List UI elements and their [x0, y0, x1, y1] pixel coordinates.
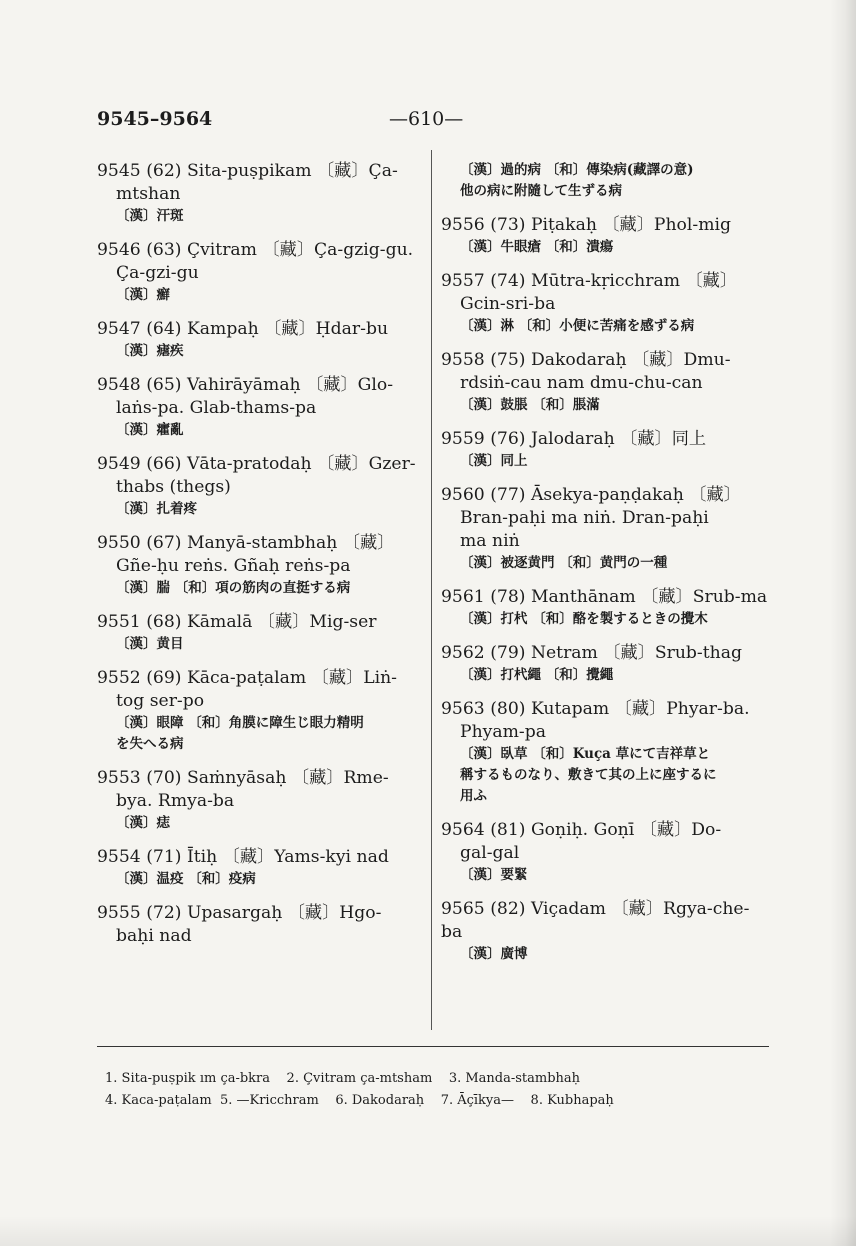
entry-headword: 9549 (66) Vāta-pratodaḥ 〔藏〕Gzer-	[97, 454, 416, 474]
entry-gloss: 〔漢〕打杙 〔和〕酪を製するときの攪木	[460, 611, 708, 627]
dictionary-entry	[97, 318, 422, 362]
entry-gloss: 用ふ	[460, 788, 487, 804]
dictionary-entry	[441, 160, 769, 202]
entry-headword: 9562 (79) Netram 〔藏〕Srub-thag	[441, 643, 742, 663]
dictionary-entry	[441, 484, 769, 574]
entry-gloss: 〔漢〕温疫 〔和〕疫病	[116, 871, 256, 887]
dictionary-entry	[441, 270, 769, 337]
entry-headword: 9545 (62) Sita-puṣpikam 〔藏〕Ça-	[97, 161, 398, 181]
entry-continuation: rdsiṅ-cau nam dmu-chu-can	[460, 373, 703, 393]
dictionary-entry	[97, 902, 422, 948]
column-divider	[431, 150, 432, 1030]
entry-headword: 9564 (81) Goṇiḥ. Goṇī 〔藏〕Do-	[441, 820, 722, 840]
entry-range: 9545–9564	[97, 108, 213, 130]
dictionary-entry	[441, 214, 769, 258]
entry-gloss: 〔漢〕瘧疾	[116, 343, 184, 359]
entry-gloss: 〔漢〕腨 〔和〕項の筋肉の直挺する病	[116, 580, 351, 596]
entry-gloss: 〔漢〕要緊	[460, 867, 528, 883]
entry-continuation: ma niṅ	[460, 531, 520, 551]
entry-continuation: Gcin-sri-ba	[460, 294, 556, 314]
entry-continuation: baḥi nad	[116, 926, 192, 946]
entry-gloss: 〔漢〕眼障 〔和〕角膜に障生じ眼力精明	[116, 715, 364, 731]
entry-headword: 9555 (72) Upasargaḥ 〔藏〕Hgo-	[97, 903, 382, 923]
entry-headword: 9553 (70) Saṁnyāsaḥ 〔藏〕Rme-	[97, 768, 389, 788]
entry-gloss: 稱するものなり、敷きて其の上に座するに	[460, 767, 717, 783]
dictionary-entry	[97, 667, 422, 755]
entry-continuation: Bran-paḥi ma niṅ. Dran-paḥi	[460, 508, 709, 528]
entry-headword: 9561 (78) Manthānam 〔藏〕Srub-ma	[441, 587, 768, 607]
entry-gloss: 〔漢〕同上	[460, 453, 528, 469]
page-edge-shadow	[830, 0, 856, 1246]
entry-gloss: 〔漢〕黄目	[116, 636, 184, 652]
entry-gloss: 〔漢〕鼓脹 〔和〕脹滿	[460, 397, 600, 413]
entry-headword: 9565 (82) Viçadam 〔藏〕Rgya-che-ba	[441, 899, 750, 942]
dictionary-entry	[441, 428, 769, 472]
page-number: —610—	[389, 108, 464, 130]
entry-continuation: Phyam-pa	[460, 722, 546, 742]
dictionary-entry	[97, 160, 422, 227]
entry-continuation: Gñe-ḥu reṅs. Gñaḥ reṅs-pa	[116, 556, 351, 576]
entry-headword: 9563 (80) Kutapam 〔藏〕Phyar-ba.	[441, 699, 750, 719]
dictionary-entry	[441, 698, 769, 807]
left-column	[97, 160, 422, 960]
entry-gloss: 〔漢〕痣	[116, 815, 170, 831]
entry-continuation: Ça-gzi-gu	[116, 263, 199, 283]
entry-gloss: 〔漢〕汗斑	[116, 208, 184, 224]
footnote-line: 4. Kaca-paṭalam 5. —Kricchram 6. Dakodaraḥ 7. Āçīkya— 8. Kubhapaḥ	[105, 1093, 614, 1108]
dictionary-entry	[441, 819, 769, 886]
entry-gloss: を失へる病	[116, 736, 184, 752]
entry-gloss: 〔漢〕被逐黄門 〔和〕黄門の一種	[460, 555, 668, 571]
page-bottom-shading	[0, 1216, 856, 1246]
dictionary-entry	[441, 349, 769, 416]
entry-headword: 9551 (68) Kāmalā 〔藏〕Mig-ser	[97, 612, 377, 632]
entry-headword: 9546 (63) Çvitram 〔藏〕Ça-gzig-gu.	[97, 240, 414, 260]
entry-continuation: gal-gal	[460, 843, 520, 863]
entry-gloss: 〔漢〕廣博	[460, 946, 528, 962]
entry-gloss: 〔漢〕癨亂	[116, 422, 184, 438]
dictionary-entry	[97, 767, 422, 834]
entry-gloss: 他の病に附隨して生ずる病	[460, 183, 622, 199]
dictionary-entry	[97, 374, 422, 441]
entry-headword: 9548 (65) Vahirāyāmaḥ 〔藏〕Glo-	[97, 375, 394, 395]
dictionary-entry	[441, 642, 769, 686]
entry-continuation: bya. Rmya-ba	[116, 791, 235, 811]
entry-gloss: 〔漢〕癬	[116, 287, 170, 303]
footnote-line: 1. Sita-puṣpik ım ça-bkra 2. Çvitram ça-mtsham 3. Manda-stambhaḥ	[105, 1071, 581, 1086]
entry-continuation: mtshan	[116, 184, 181, 204]
entry-headword: 9560 (77) Āsekya-paṇḍakaḥ 〔藏〕	[441, 485, 741, 505]
entry-headword: 9557 (74) Mūtra-kṛicchram 〔藏〕	[441, 271, 738, 291]
dictionary-entry	[97, 239, 422, 306]
entry-gloss: 〔漢〕扎着疼	[116, 501, 197, 517]
dictionary-entry	[441, 898, 769, 965]
right-column	[441, 160, 769, 977]
entry-headword: 9550 (67) Manyā-stambhaḥ 〔藏〕	[97, 533, 395, 553]
dictionary-entry	[97, 846, 422, 890]
footnote-rule	[97, 1046, 769, 1047]
entry-headword: 9559 (76) Jalodaraḥ 〔藏〕同上	[441, 429, 707, 449]
entry-gloss: 〔漢〕臥草 〔和〕Kuça 草にて吉祥草と	[460, 746, 711, 762]
entry-headword: 9547 (64) Kampaḥ 〔藏〕Ḥdar-bu	[97, 319, 389, 339]
entry-continuation: thabs (thegs)	[116, 477, 231, 497]
entry-gloss: 〔漢〕過的病 〔和〕傳染病(藏譯の意)	[460, 162, 694, 178]
entry-headword: 9558 (75) Dakodaraḥ 〔藏〕Dmu-	[441, 350, 731, 370]
footnotes	[105, 1068, 785, 1112]
dictionary-entry	[97, 453, 422, 520]
entry-headword: 9556 (73) Piṭakaḥ 〔藏〕Phol-mig	[441, 215, 732, 235]
entry-headword: 9552 (69) Kāca-paṭalam 〔藏〕Liṅ-	[97, 668, 397, 688]
entry-continuation: laṅs-pa. Glab-thams-pa	[116, 398, 317, 418]
entry-gloss: 〔漢〕牛眼瘡 〔和〕潰瘍	[460, 239, 614, 255]
dictionary-entry	[97, 532, 422, 599]
entry-continuation: tog ser-po	[116, 691, 205, 711]
entry-gloss: 〔漢〕打杙繩 〔和〕攪繩	[460, 667, 614, 683]
entry-gloss: 〔漢〕淋 〔和〕小便に苦痛を感ずる病	[460, 318, 695, 334]
entry-headword: 9554 (71) Ītiḥ 〔藏〕Yams-kyi nad	[97, 847, 389, 867]
dictionary-entry	[97, 611, 422, 655]
page-header	[97, 108, 764, 134]
dictionary-entry	[441, 586, 769, 630]
